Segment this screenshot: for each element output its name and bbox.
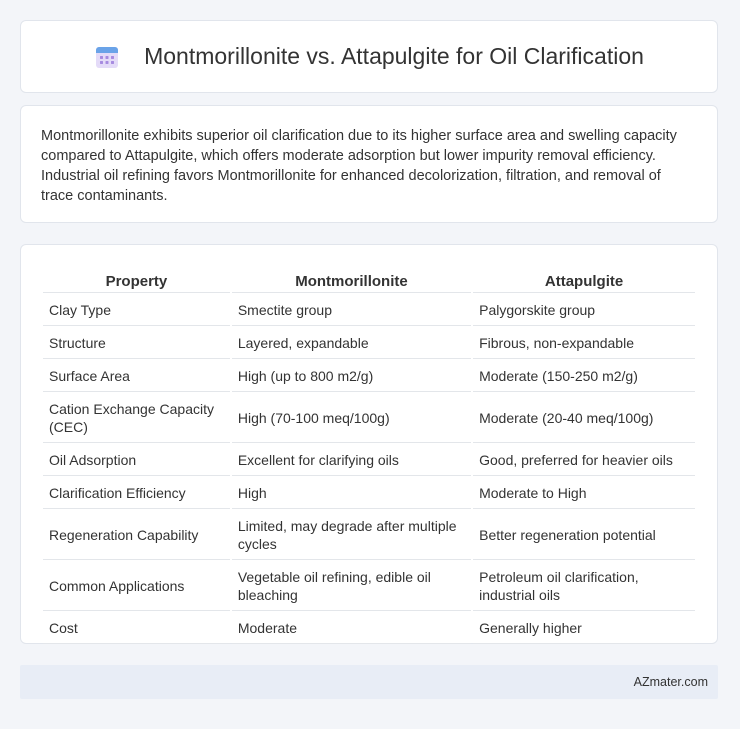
- cell-attapulgite: Petroleum oil clarification, industrial oils: [473, 562, 695, 611]
- cell-property: Common Applications: [43, 562, 230, 611]
- cell-attapulgite: Good, preferred for heavier oils: [473, 445, 695, 476]
- table-row: [43, 445, 695, 476]
- table-header-row: [43, 267, 695, 293]
- cell-property: Surface Area: [43, 361, 230, 392]
- footer: [20, 665, 718, 699]
- calendar-icon: [94, 44, 120, 70]
- header-property: Property: [43, 267, 230, 293]
- cell-property: Cation Exchange Capacity (CEC): [43, 394, 230, 443]
- table-row: [43, 295, 695, 326]
- table-row: [43, 562, 695, 611]
- table-row: [43, 394, 695, 443]
- cell-montmorillonite: Limited, may degrade after multiple cycles: [232, 511, 471, 560]
- cell-attapulgite: Moderate to High: [473, 478, 695, 509]
- cell-attapulgite: Moderate (20-40 meq/100g): [473, 394, 695, 443]
- cell-property: Clarification Efficiency: [43, 478, 230, 509]
- cell-montmorillonite: Moderate: [232, 613, 471, 644]
- cell-attapulgite: Better regeneration potential: [473, 511, 695, 560]
- cell-attapulgite: Palygorskite group: [473, 295, 695, 326]
- cell-property: Oil Adsorption: [43, 445, 230, 476]
- cell-property: Clay Type: [43, 295, 230, 326]
- cell-montmorillonite: Vegetable oil refining, edible oil bleaching: [232, 562, 471, 611]
- table-row: [43, 361, 695, 392]
- cell-montmorillonite: High: [232, 478, 471, 509]
- table-card: [20, 244, 718, 644]
- intro-card: [20, 105, 718, 223]
- table-row: [43, 613, 695, 644]
- footer-brand[interactable]: AZmater.com: [633, 675, 708, 689]
- comparison-table: [41, 265, 697, 646]
- cell-montmorillonite: Excellent for clarifying oils: [232, 445, 471, 476]
- page-title-text: Montmorillonite vs. Attapulgite for Oil Clarification: [144, 43, 644, 69]
- title-card: [20, 20, 718, 93]
- header-attapulgite: Attapulgite: [473, 267, 695, 293]
- table-row: [43, 328, 695, 359]
- cell-montmorillonite: Smectite group: [232, 295, 471, 326]
- cell-montmorillonite: Layered, expandable: [232, 328, 471, 359]
- cell-attapulgite: Moderate (150-250 m2/g): [473, 361, 695, 392]
- cell-montmorillonite: High (70-100 meq/100g): [232, 394, 471, 443]
- page-title: [94, 43, 644, 70]
- cell-property: Structure: [43, 328, 230, 359]
- cell-montmorillonite: High (up to 800 m2/g): [232, 361, 471, 392]
- table-row: [43, 511, 695, 560]
- cell-property: Regeneration Capability: [43, 511, 230, 560]
- cell-attapulgite: Fibrous, non-expandable: [473, 328, 695, 359]
- table-row: [43, 478, 695, 509]
- header-montmorillonite: Montmorillonite: [232, 267, 471, 293]
- cell-property: Cost: [43, 613, 230, 644]
- cell-attapulgite: Generally higher: [473, 613, 695, 644]
- intro-paragraph: Montmorillonite exhibits superior oil clarification due to its higher surface area and swelling capacity compared to Attapulgite, which offers moderate adsorption but lower impurity removal efficiency. Industrial oil refining favors Montmorillonite for enhanced decolorization, filtration, and removal of trace contaminants.: [41, 128, 677, 204]
